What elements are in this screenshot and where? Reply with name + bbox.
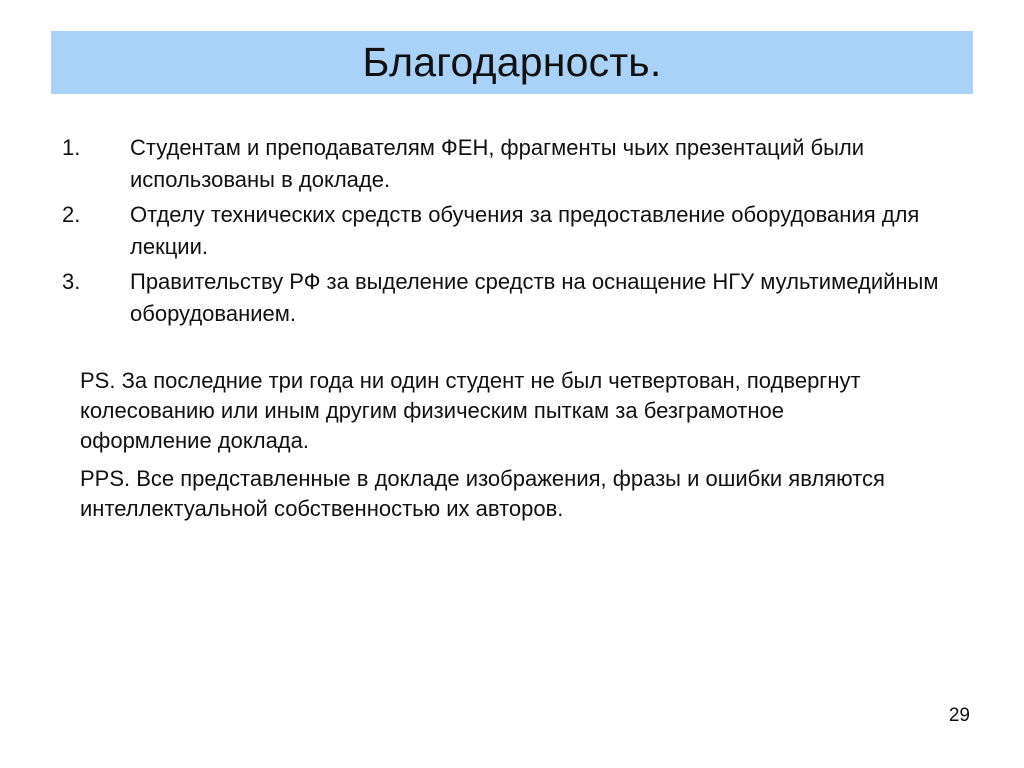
list-item-text: Студентам и преподавателям ФЕН, фрагменты чьих презентаций были использованы в докладе. [130,135,865,192]
list-item-number: 2. [62,202,81,227]
list-item-text: Отделу технических средств обучения за предоставление оборудования для лекции. [130,202,920,259]
list-item [62,199,962,263]
acknowledgements-list [62,132,962,333]
title-bar [51,31,973,94]
list-item [62,266,962,330]
pps-paragraph: PPS. Все представленные в докладе изображения, фразы и ошибки являются интеллектуальной собственностью их авторов. [80,466,885,521]
slide-title: Благодарность. [362,39,662,85]
list-item-number: 3. [62,269,81,294]
list-item [62,132,962,196]
page-number: 29 [948,705,970,726]
list-item-number: 1. [62,135,81,160]
list-item-text: Правительству РФ за выделение средств на оснащение НГУ мультимедийным оборудованием. [130,269,939,326]
postscript-block [80,366,920,532]
ps-paragraph: PS. За последние три года ни один студент не был четвертован, подвергнут колесованию или иным другим физическим пыткам за безграмотное оформление доклада. [80,368,861,453]
